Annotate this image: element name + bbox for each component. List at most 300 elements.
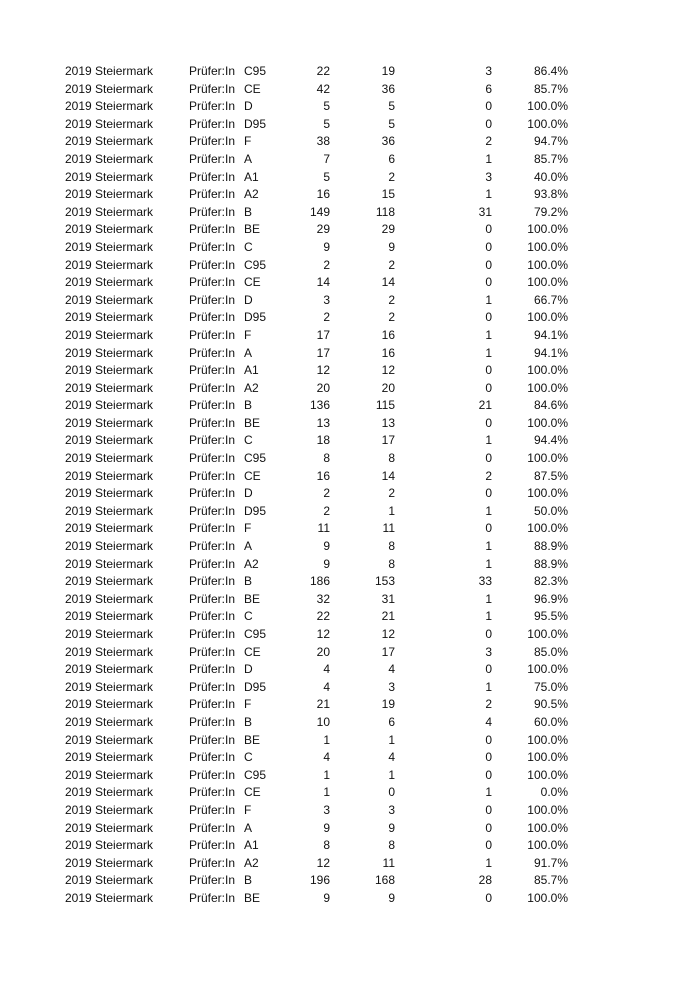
total-count-cell: 38 bbox=[316, 134, 330, 149]
license-class-cell: A1 bbox=[244, 169, 259, 184]
data-table bbox=[0, 63, 700, 908]
failed-count-cell: 1 bbox=[485, 187, 492, 202]
failed-count-cell: 4 bbox=[485, 714, 492, 729]
table-row bbox=[0, 820, 700, 838]
license-class-cell: B bbox=[244, 574, 253, 589]
passed-count-cell: 3 bbox=[388, 679, 395, 694]
year-region-cell: 2019 Steiermark bbox=[65, 64, 154, 78]
role-cell: Prüfer:In bbox=[189, 486, 236, 501]
year-region-cell: 2019 Steiermark bbox=[65, 257, 154, 272]
failed-count-cell: 0 bbox=[485, 257, 492, 272]
failed-count-cell: 0 bbox=[485, 838, 492, 853]
role-cell: Prüfer:In bbox=[189, 204, 236, 219]
table-row bbox=[0, 345, 700, 363]
license-class-cell: D bbox=[244, 292, 253, 307]
total-count-cell: 2 bbox=[323, 310, 330, 325]
failed-count-cell: 1 bbox=[485, 785, 492, 800]
table-row bbox=[0, 573, 700, 591]
year-region-cell: 2019 Steiermark bbox=[65, 539, 154, 554]
role-cell: Prüfer:In bbox=[189, 820, 236, 835]
table-row bbox=[0, 802, 700, 820]
table-row bbox=[0, 239, 700, 257]
year-region-cell: 2019 Steiermark bbox=[65, 732, 154, 747]
license-class-cell: B bbox=[244, 398, 253, 413]
failed-count-cell: 0 bbox=[485, 222, 492, 237]
failed-count-cell: 6 bbox=[485, 81, 492, 96]
table-row bbox=[0, 767, 700, 785]
license-class-cell: B bbox=[244, 714, 253, 729]
role-cell: Prüfer:In bbox=[189, 644, 236, 659]
total-count-cell: 17 bbox=[316, 327, 330, 342]
pass-rate-cell: 100.0% bbox=[527, 116, 568, 131]
role-cell: Prüfer:In bbox=[189, 785, 236, 800]
table-row bbox=[0, 397, 700, 415]
license-class-cell: BE bbox=[244, 415, 261, 430]
license-class-cell: D95 bbox=[244, 310, 267, 325]
passed-count-cell: 153 bbox=[374, 574, 395, 589]
license-class-cell: CE bbox=[244, 785, 261, 800]
total-count-cell: 22 bbox=[316, 609, 330, 624]
table-row bbox=[0, 556, 700, 574]
failed-count-cell: 0 bbox=[485, 820, 492, 835]
role-cell: Prüfer:In bbox=[189, 169, 236, 184]
table-row bbox=[0, 116, 700, 134]
license-class-cell: D95 bbox=[244, 503, 267, 518]
license-class-cell: CE bbox=[244, 275, 261, 290]
year-region-cell: 2019 Steiermark bbox=[65, 591, 154, 606]
table-row bbox=[0, 292, 700, 310]
pass-rate-cell: 100.0% bbox=[527, 750, 568, 765]
pass-rate-cell: 85.0% bbox=[533, 644, 568, 659]
passed-count-cell: 11 bbox=[382, 855, 395, 870]
table-row bbox=[0, 327, 700, 345]
year-region-cell: 2019 Steiermark bbox=[65, 380, 154, 395]
license-class-cell: A bbox=[244, 345, 253, 360]
failed-count-cell: 0 bbox=[485, 521, 492, 536]
total-count-cell: 4 bbox=[323, 679, 330, 694]
total-count-cell: 17 bbox=[316, 345, 330, 360]
role-cell: Prüfer:In bbox=[189, 433, 236, 448]
pass-rate-cell: 100.0% bbox=[527, 732, 568, 747]
role-cell: Prüfer:In bbox=[189, 99, 236, 114]
table-row bbox=[0, 450, 700, 468]
role-cell: Prüfer:In bbox=[189, 609, 236, 624]
passed-count-cell: 1 bbox=[388, 503, 395, 518]
license-class-cell: A2 bbox=[244, 556, 259, 571]
table-row bbox=[0, 626, 700, 644]
table-row bbox=[0, 309, 700, 327]
pass-rate-cell: 82.3% bbox=[533, 574, 568, 589]
passed-count-cell: 8 bbox=[388, 539, 395, 554]
role-cell: Prüfer:In bbox=[189, 802, 236, 817]
failed-count-cell: 3 bbox=[485, 644, 492, 659]
year-region-cell: 2019 Steiermark bbox=[65, 363, 154, 378]
role-cell: Prüfer:In bbox=[189, 838, 236, 853]
role-cell: Prüfer:In bbox=[189, 398, 236, 413]
failed-count-cell: 1 bbox=[485, 433, 492, 448]
failed-count-cell: 0 bbox=[485, 363, 492, 378]
passed-count-cell: 5 bbox=[388, 116, 395, 131]
license-class-cell: C bbox=[244, 609, 253, 624]
role-cell: Prüfer:In bbox=[189, 116, 236, 131]
role-cell: Prüfer:In bbox=[189, 679, 236, 694]
year-region-cell: 2019 Steiermark bbox=[65, 802, 154, 817]
failed-count-cell: 0 bbox=[485, 415, 492, 430]
total-count-cell: 21 bbox=[316, 697, 330, 712]
license-class-cell: B bbox=[244, 204, 253, 219]
passed-count-cell: 1 bbox=[388, 767, 395, 782]
pass-rate-cell: 40.0% bbox=[533, 169, 568, 184]
passed-count-cell: 9 bbox=[388, 890, 395, 905]
pass-rate-cell: 88.9% bbox=[533, 539, 568, 554]
total-count-cell: 20 bbox=[316, 644, 330, 659]
total-count-cell: 13 bbox=[316, 415, 330, 430]
table-row bbox=[0, 608, 700, 626]
pass-rate-cell: 100.0% bbox=[527, 363, 568, 378]
passed-count-cell: 36 bbox=[381, 134, 395, 149]
table-row bbox=[0, 204, 700, 222]
pass-rate-cell: 95.5% bbox=[533, 609, 568, 624]
pass-rate-cell: 88.9% bbox=[533, 556, 568, 571]
pass-rate-cell: 100.0% bbox=[527, 890, 568, 905]
failed-count-cell: 0 bbox=[485, 451, 492, 466]
year-region-cell: 2019 Steiermark bbox=[65, 679, 154, 694]
year-region-cell: 2019 Steiermark bbox=[65, 187, 154, 202]
total-count-cell: 7 bbox=[323, 151, 330, 166]
passed-count-cell: 15 bbox=[381, 187, 395, 202]
table-row bbox=[0, 221, 700, 239]
failed-count-cell: 0 bbox=[485, 239, 492, 254]
license-class-cell: D bbox=[244, 99, 253, 114]
role-cell: Prüfer:In bbox=[189, 380, 236, 395]
year-region-cell: 2019 Steiermark bbox=[65, 838, 154, 853]
total-count-cell: 10 bbox=[316, 714, 330, 729]
table-row bbox=[0, 591, 700, 609]
passed-count-cell: 17 bbox=[381, 644, 395, 659]
failed-count-cell: 0 bbox=[485, 116, 492, 131]
total-count-cell: 29 bbox=[316, 222, 330, 237]
table-row bbox=[0, 133, 700, 151]
pass-rate-cell: 100.0% bbox=[527, 627, 568, 641]
table-row bbox=[0, 872, 700, 890]
passed-count-cell: 5 bbox=[388, 99, 395, 114]
passed-count-cell: 17 bbox=[381, 433, 395, 448]
passed-count-cell: 2 bbox=[388, 169, 395, 184]
license-class-cell: D95 bbox=[244, 679, 267, 694]
failed-count-cell: 0 bbox=[485, 310, 492, 325]
year-region-cell: 2019 Steiermark bbox=[65, 855, 154, 870]
year-region-cell: 2019 Steiermark bbox=[65, 292, 154, 307]
license-class-cell: D bbox=[244, 486, 253, 501]
passed-count-cell: 21 bbox=[381, 609, 395, 624]
table-row bbox=[0, 679, 700, 697]
pass-rate-cell: 100.0% bbox=[527, 767, 568, 782]
year-region-cell: 2019 Steiermark bbox=[65, 327, 154, 342]
total-count-cell: 8 bbox=[323, 838, 330, 853]
table-row bbox=[0, 485, 700, 503]
failed-count-cell: 1 bbox=[485, 556, 492, 571]
year-region-cell: 2019 Steiermark bbox=[65, 714, 154, 729]
role-cell: Prüfer:In bbox=[189, 151, 236, 166]
role-cell: Prüfer:In bbox=[189, 732, 236, 747]
passed-count-cell: 12 bbox=[381, 363, 395, 378]
year-region-cell: 2019 Steiermark bbox=[65, 222, 154, 237]
total-count-cell: 2 bbox=[323, 503, 330, 518]
year-region-cell: 2019 Steiermark bbox=[65, 556, 154, 571]
pass-rate-cell: 100.0% bbox=[527, 662, 568, 677]
license-class-cell: BE bbox=[244, 732, 261, 747]
failed-count-cell: 28 bbox=[478, 873, 492, 888]
license-class-cell: C95 bbox=[244, 451, 267, 466]
passed-count-cell: 6 bbox=[388, 714, 395, 729]
total-count-cell: 9 bbox=[323, 539, 330, 554]
table-row bbox=[0, 644, 700, 662]
passed-count-cell: 36 bbox=[381, 81, 395, 96]
total-count-cell: 16 bbox=[316, 468, 330, 483]
total-count-cell: 186 bbox=[309, 574, 330, 589]
passed-count-cell: 2 bbox=[388, 310, 395, 325]
year-region-cell: 2019 Steiermark bbox=[65, 433, 154, 448]
total-count-cell: 136 bbox=[309, 398, 330, 413]
year-region-cell: 2019 Steiermark bbox=[65, 468, 154, 483]
pass-rate-cell: 79.2% bbox=[533, 204, 568, 219]
passed-count-cell: 3 bbox=[388, 802, 395, 817]
license-class-cell: C95 bbox=[244, 627, 267, 641]
pass-rate-cell: 94.1% bbox=[533, 327, 568, 342]
passed-count-cell: 0 bbox=[388, 785, 395, 800]
role-cell: Prüfer:In bbox=[189, 750, 236, 765]
passed-count-cell: 4 bbox=[388, 750, 395, 765]
role-cell: Prüfer:In bbox=[189, 714, 236, 729]
passed-count-cell: 16 bbox=[381, 345, 395, 360]
year-region-cell: 2019 Steiermark bbox=[65, 785, 154, 800]
passed-count-cell: 2 bbox=[388, 486, 395, 501]
license-class-cell: D bbox=[244, 662, 253, 677]
table-row bbox=[0, 503, 700, 521]
year-region-cell: 2019 Steiermark bbox=[65, 750, 154, 765]
table-row bbox=[0, 81, 700, 99]
total-count-cell: 8 bbox=[323, 451, 330, 466]
pass-rate-cell: 100.0% bbox=[527, 820, 568, 835]
year-region-cell: 2019 Steiermark bbox=[65, 169, 154, 184]
year-region-cell: 2019 Steiermark bbox=[65, 644, 154, 659]
license-class-cell: C95 bbox=[244, 257, 267, 272]
total-count-cell: 20 bbox=[316, 380, 330, 395]
passed-count-cell: 11 bbox=[382, 521, 395, 536]
table-row bbox=[0, 186, 700, 204]
passed-count-cell: 118 bbox=[375, 204, 395, 219]
pass-rate-cell: 90.5% bbox=[533, 697, 568, 712]
failed-count-cell: 0 bbox=[485, 99, 492, 114]
license-class-cell: CE bbox=[244, 81, 261, 96]
pass-rate-cell: 93.8% bbox=[533, 187, 568, 202]
total-count-cell: 5 bbox=[323, 116, 330, 131]
failed-count-cell: 3 bbox=[485, 64, 492, 78]
total-count-cell: 1 bbox=[323, 732, 330, 747]
failed-count-cell: 2 bbox=[485, 697, 492, 712]
license-class-cell: CE bbox=[244, 468, 261, 483]
failed-count-cell: 1 bbox=[485, 539, 492, 554]
year-region-cell: 2019 Steiermark bbox=[65, 662, 154, 677]
passed-count-cell: 8 bbox=[388, 451, 395, 466]
pass-rate-cell: 50.0% bbox=[533, 503, 568, 518]
pass-rate-cell: 100.0% bbox=[527, 380, 568, 395]
year-region-cell: 2019 Steiermark bbox=[65, 275, 154, 290]
passed-count-cell: 29 bbox=[381, 222, 395, 237]
pass-rate-cell: 66.7% bbox=[533, 292, 568, 307]
year-region-cell: 2019 Steiermark bbox=[65, 134, 154, 149]
pass-rate-cell: 100.0% bbox=[527, 99, 568, 114]
passed-count-cell: 14 bbox=[381, 468, 395, 483]
passed-count-cell: 9 bbox=[388, 239, 395, 254]
total-count-cell: 42 bbox=[316, 81, 330, 96]
role-cell: Prüfer:In bbox=[189, 310, 236, 325]
total-count-cell: 12 bbox=[316, 627, 330, 641]
pass-rate-cell: 94.4% bbox=[533, 433, 568, 448]
failed-count-cell: 2 bbox=[485, 134, 492, 149]
pass-rate-cell: 100.0% bbox=[527, 802, 568, 817]
passed-count-cell: 9 bbox=[388, 820, 395, 835]
year-region-cell: 2019 Steiermark bbox=[65, 81, 154, 96]
year-region-cell: 2019 Steiermark bbox=[65, 486, 154, 501]
year-region-cell: 2019 Steiermark bbox=[65, 873, 154, 888]
total-count-cell: 9 bbox=[323, 820, 330, 835]
role-cell: Prüfer:In bbox=[189, 292, 236, 307]
role-cell: Prüfer:In bbox=[189, 363, 236, 378]
failed-count-cell: 0 bbox=[485, 380, 492, 395]
year-region-cell: 2019 Steiermark bbox=[65, 204, 154, 219]
failed-count-cell: 0 bbox=[485, 802, 492, 817]
total-count-cell: 12 bbox=[316, 363, 330, 378]
year-region-cell: 2019 Steiermark bbox=[65, 415, 154, 430]
license-class-cell: F bbox=[244, 327, 252, 342]
total-count-cell: 2 bbox=[323, 486, 330, 501]
table-row bbox=[0, 63, 700, 81]
year-region-cell: 2019 Steiermark bbox=[65, 116, 154, 131]
table-row bbox=[0, 855, 700, 873]
year-region-cell: 2019 Steiermark bbox=[65, 820, 154, 835]
passed-count-cell: 8 bbox=[388, 838, 395, 853]
year-region-cell: 2019 Steiermark bbox=[65, 697, 154, 712]
total-count-cell: 3 bbox=[323, 802, 330, 817]
total-count-cell: 1 bbox=[323, 767, 330, 782]
year-region-cell: 2019 Steiermark bbox=[65, 451, 154, 466]
passed-count-cell: 19 bbox=[381, 64, 395, 78]
license-class-cell: A bbox=[244, 539, 253, 554]
role-cell: Prüfer:In bbox=[189, 239, 236, 254]
table-row bbox=[0, 837, 700, 855]
pass-rate-cell: 100.0% bbox=[527, 222, 568, 237]
total-count-cell: 9 bbox=[323, 556, 330, 571]
total-count-cell: 4 bbox=[323, 662, 330, 677]
failed-count-cell: 1 bbox=[485, 609, 492, 624]
role-cell: Prüfer:In bbox=[189, 134, 236, 149]
role-cell: Prüfer:In bbox=[189, 662, 236, 677]
table-row bbox=[0, 432, 700, 450]
role-cell: Prüfer:In bbox=[189, 345, 236, 360]
year-region-cell: 2019 Steiermark bbox=[65, 310, 154, 325]
year-region-cell: 2019 Steiermark bbox=[65, 767, 154, 782]
passed-count-cell: 168 bbox=[374, 873, 395, 888]
license-class-cell: A1 bbox=[244, 363, 259, 378]
license-class-cell: A1 bbox=[244, 838, 259, 853]
failed-count-cell: 0 bbox=[485, 627, 492, 641]
pass-rate-cell: 96.9% bbox=[533, 591, 568, 606]
role-cell: Prüfer:In bbox=[189, 521, 236, 536]
pass-rate-cell: 84.6% bbox=[533, 398, 568, 413]
failed-count-cell: 0 bbox=[485, 486, 492, 501]
pass-rate-cell: 100.0% bbox=[527, 451, 568, 466]
total-count-cell: 9 bbox=[323, 890, 330, 905]
pass-rate-cell: 86.4% bbox=[533, 64, 568, 78]
license-class-cell: C bbox=[244, 239, 253, 254]
failed-count-cell: 1 bbox=[485, 292, 492, 307]
pass-rate-cell: 85.7% bbox=[533, 151, 568, 166]
failed-count-cell: 1 bbox=[485, 151, 492, 166]
pass-rate-cell: 87.5% bbox=[533, 468, 568, 483]
total-count-cell: 1 bbox=[323, 785, 330, 800]
role-cell: Prüfer:In bbox=[189, 697, 236, 712]
year-region-cell: 2019 Steiermark bbox=[65, 151, 154, 166]
license-class-cell: A bbox=[244, 151, 253, 166]
total-count-cell: 149 bbox=[309, 204, 330, 219]
table-row bbox=[0, 696, 700, 714]
passed-count-cell: 14 bbox=[381, 275, 395, 290]
license-class-cell: D95 bbox=[244, 116, 267, 131]
role-cell: Prüfer:In bbox=[189, 539, 236, 554]
pass-rate-cell: 85.7% bbox=[533, 81, 568, 96]
role-cell: Prüfer:In bbox=[189, 873, 236, 888]
total-count-cell: 196 bbox=[309, 873, 330, 888]
failed-count-cell: 0 bbox=[485, 890, 492, 905]
license-class-cell: B bbox=[244, 873, 253, 888]
table-row bbox=[0, 538, 700, 556]
failed-count-cell: 33 bbox=[478, 574, 492, 589]
pass-rate-cell: 100.0% bbox=[527, 521, 568, 536]
year-region-cell: 2019 Steiermark bbox=[65, 503, 154, 518]
role-cell: Prüfer:In bbox=[189, 327, 236, 342]
failed-count-cell: 0 bbox=[485, 275, 492, 290]
year-region-cell: 2019 Steiermark bbox=[65, 521, 154, 536]
table-row bbox=[0, 257, 700, 275]
pass-rate-cell: 91.7% bbox=[533, 855, 568, 870]
passed-count-cell: 20 bbox=[381, 380, 395, 395]
license-class-cell: C95 bbox=[244, 64, 267, 78]
pass-rate-cell: 85.7% bbox=[533, 873, 568, 888]
license-class-cell: F bbox=[244, 697, 252, 712]
license-class-cell: F bbox=[244, 802, 252, 817]
total-count-cell: 11 bbox=[317, 521, 330, 536]
year-region-cell: 2019 Steiermark bbox=[65, 627, 154, 641]
table-row bbox=[0, 890, 700, 908]
total-count-cell: 5 bbox=[323, 99, 330, 114]
failed-count-cell: 1 bbox=[485, 855, 492, 870]
failed-count-cell: 2 bbox=[485, 468, 492, 483]
failed-count-cell: 1 bbox=[485, 591, 492, 606]
role-cell: Prüfer:In bbox=[189, 591, 236, 606]
pass-rate-cell: 60.0% bbox=[533, 714, 568, 729]
pass-rate-cell: 100.0% bbox=[527, 239, 568, 254]
passed-count-cell: 115 bbox=[375, 398, 395, 413]
passed-count-cell: 13 bbox=[381, 415, 395, 430]
license-class-cell: A2 bbox=[244, 380, 259, 395]
license-class-cell: BE bbox=[244, 890, 261, 905]
passed-count-cell: 4 bbox=[388, 662, 395, 677]
table-row bbox=[0, 98, 700, 116]
failed-count-cell: 0 bbox=[485, 767, 492, 782]
failed-count-cell: 0 bbox=[485, 732, 492, 747]
role-cell: Prüfer:In bbox=[189, 890, 236, 905]
